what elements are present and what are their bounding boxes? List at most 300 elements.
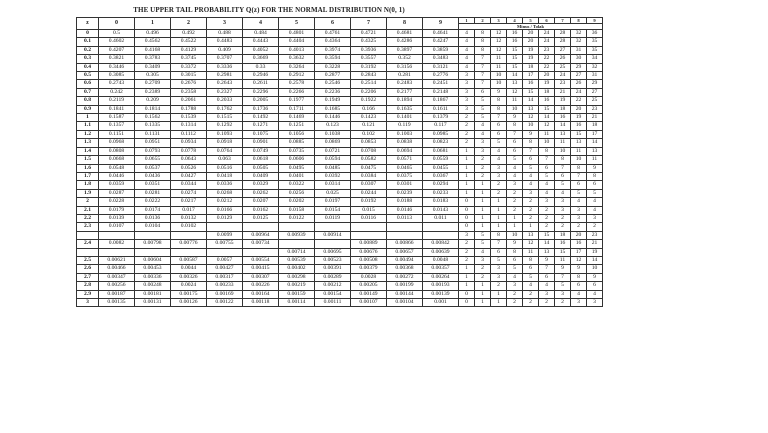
probability-cell: 0.2236 — [315, 88, 351, 96]
difference-cell: 12 — [539, 122, 555, 130]
table-row — [77, 231, 603, 239]
difference-cell: 17 — [523, 72, 539, 80]
probability-cell: 0.1841 — [99, 105, 135, 113]
probability-cell: 0.00193 — [423, 282, 459, 290]
probability-cell: 0.0307 — [351, 181, 387, 189]
difference-cell: 24 — [539, 38, 555, 46]
difference-cell: 3 — [571, 214, 587, 222]
probability-cell: 0.0968 — [99, 139, 135, 147]
probability-cell: 0.4483 — [207, 38, 243, 46]
difference-cell: 10 — [523, 122, 539, 130]
difference-cell: 1 — [475, 223, 491, 231]
probability-cell: 0.0823 — [423, 139, 459, 147]
probability-cell: 0.00379 — [351, 265, 387, 273]
z-value-cell: 0.2 — [77, 46, 99, 54]
difference-cell: 32 — [571, 38, 587, 46]
hundredths-column-header: 3 — [207, 18, 243, 30]
probability-cell: 0.2005 — [243, 97, 279, 105]
difference-cell: 4 — [571, 290, 587, 298]
probability-cell: 0.00289 — [315, 273, 351, 281]
difference-cell: 16 — [507, 38, 523, 46]
difference-cell: 6 — [491, 122, 507, 130]
probability-cell: 0.00317 — [207, 273, 243, 281]
probability-cell: 0.3409 — [135, 63, 171, 71]
difference-cell: 13 — [507, 80, 523, 88]
z-value-cell: 0.6 — [77, 80, 99, 88]
probability-cell: 0.0044 — [171, 265, 207, 273]
difference-cell: 16 — [539, 97, 555, 105]
probability-cell: 0.3669 — [243, 55, 279, 63]
z-value-cell: 0.1 — [77, 38, 99, 46]
difference-cell: 2 — [539, 223, 555, 231]
difference-cell: 3 — [475, 147, 491, 155]
difference-cell: 36 — [587, 30, 603, 38]
table-row — [77, 38, 603, 46]
probability-cell: 0.0618 — [243, 156, 279, 164]
table-row — [77, 156, 603, 164]
difference-cell: 7 — [571, 172, 587, 180]
probability-cell: 0.0351 — [135, 181, 171, 189]
difference-cell: 8 — [475, 38, 491, 46]
z-value-cell: 1.7 — [77, 172, 99, 180]
probability-cell: 0.3483 — [423, 55, 459, 63]
probability-cell: 0.0183 — [423, 198, 459, 206]
difference-cell: 20 — [523, 38, 539, 46]
difference-cell: 1 — [507, 223, 523, 231]
difference-cell: 8 — [587, 172, 603, 180]
probability-cell — [171, 248, 207, 256]
difference-cell: 1 — [475, 181, 491, 189]
probability-cell: 0.5 — [99, 30, 135, 38]
difference-cell: 4 — [587, 198, 603, 206]
probability-cell — [315, 240, 351, 248]
probability-cell: 0.3015 — [171, 72, 207, 80]
probability-cell: 0.00734 — [243, 240, 279, 248]
z-value-cell: 1.9 — [77, 189, 99, 197]
difference-cell: 2 — [507, 299, 523, 307]
hundredths-column-header: 4 — [243, 18, 279, 30]
probability-cell — [387, 223, 423, 231]
probability-cell: 0.3707 — [207, 55, 243, 63]
difference-cell: 2 — [507, 206, 523, 214]
probability-cell: 0.1075 — [243, 130, 279, 138]
difference-cell: 9 — [571, 265, 587, 273]
table-row — [77, 214, 603, 222]
probability-cell: 0.00508 — [351, 256, 387, 264]
z-value-cell — [77, 248, 99, 256]
probability-cell: 0.0778 — [171, 147, 207, 155]
difference-cell: 31 — [571, 46, 587, 54]
probability-cell: 0.063 — [207, 156, 243, 164]
probability-cell: 0.0239 — [387, 189, 423, 197]
probability-cell: 0.121 — [351, 122, 387, 130]
difference-cell: 18 — [555, 105, 571, 113]
difference-cell: 21 — [555, 88, 571, 96]
probability-cell: 0.3783 — [135, 55, 171, 63]
difference-cell: 26 — [555, 55, 571, 63]
difference-cell: 2 — [475, 164, 491, 172]
probability-cell: 0.00336 — [135, 273, 171, 281]
probability-cell: 0.1867 — [423, 97, 459, 105]
difference-cell: 6 — [523, 156, 539, 164]
probability-cell: 0.3557 — [351, 55, 387, 63]
probability-cell: 0.4761 — [315, 30, 351, 38]
probability-cell: 0.3336 — [207, 63, 243, 71]
difference-cell: 1 — [475, 299, 491, 307]
difference-cell: 25 — [555, 63, 571, 71]
z-value-cell: 3 — [77, 299, 99, 307]
probability-cell: 0.00149 — [351, 290, 387, 298]
difference-cell: 12 — [571, 256, 587, 264]
probability-cell: 0.00256 — [99, 282, 135, 290]
probability-cell: 0.0222 — [135, 198, 171, 206]
difference-cell: 4 — [539, 282, 555, 290]
probability-cell: 0.00144 — [387, 290, 423, 298]
probability-cell: 0.2981 — [207, 72, 243, 80]
difference-cell: 3 — [491, 164, 507, 172]
probability-cell: 0.0136 — [135, 214, 171, 222]
difference-cell: 11 — [571, 147, 587, 155]
difference-cell: 2 — [491, 181, 507, 189]
probability-cell: 0.0274 — [171, 189, 207, 197]
probability-cell: 0.00199 — [387, 282, 423, 290]
difference-cell: 8 — [507, 248, 523, 256]
probability-cell — [351, 231, 387, 239]
probability-cell: 0.209 — [135, 97, 171, 105]
probability-cell: 0.0465 — [387, 164, 423, 172]
probability-cell: 0.4286 — [387, 38, 423, 46]
probability-cell: 0.00889 — [351, 240, 387, 248]
probability-cell: 0.00135 — [99, 299, 135, 307]
difference-cell: 14 — [523, 97, 539, 105]
difference-cell: 2 — [571, 223, 587, 231]
difference-cell: 2 — [555, 299, 571, 307]
probability-cell: 0.0668 — [99, 156, 135, 164]
table-row — [77, 30, 603, 38]
z-value-cell: 0.3 — [77, 55, 99, 63]
probability-cell: 0.3121 — [423, 63, 459, 71]
difference-cell: 5 — [523, 273, 539, 281]
z-value-cell: 1.5 — [77, 156, 99, 164]
probability-cell: 0.0344 — [171, 181, 207, 189]
difference-cell: 4 — [587, 290, 603, 298]
difference-column-header: 3 — [491, 18, 507, 24]
probability-cell: 0.1894 — [387, 97, 423, 105]
difference-cell: 6 — [571, 282, 587, 290]
probability-cell: 0.0655 — [135, 156, 171, 164]
probability-cell: 0.00402 — [279, 265, 315, 273]
probability-cell: 0.00714 — [279, 248, 315, 256]
difference-cell: 3 — [475, 139, 491, 147]
z-value-cell: 0.9 — [77, 105, 99, 113]
difference-cell: 7 — [523, 147, 539, 155]
difference-cell: 5 — [555, 181, 571, 189]
probability-cell: 0.00219 — [279, 282, 315, 290]
difference-cell: 5 — [587, 189, 603, 197]
probability-cell: 0.0154 — [315, 206, 351, 214]
probability-cell: 0.0287 — [99, 189, 135, 197]
difference-cell: 15 — [523, 88, 539, 96]
probability-cell: 0.00842 — [423, 240, 459, 248]
probability-cell: 0.0102 — [171, 223, 207, 231]
difference-cell: 20 — [523, 30, 539, 38]
table-row — [77, 189, 603, 197]
probability-cell: 0.0028 — [351, 273, 387, 281]
difference-cell: 3 — [539, 290, 555, 298]
probability-cell: 0.00169 — [207, 290, 243, 298]
hundredths-column-header: 6 — [315, 18, 351, 30]
probability-cell: 0.017 — [171, 206, 207, 214]
probability-cell: 0.0107 — [99, 223, 135, 231]
difference-cell: 0 — [459, 290, 475, 298]
difference-cell: 2 — [539, 214, 555, 222]
difference-cell: 18 — [555, 231, 571, 239]
difference-cell: 8 — [475, 46, 491, 54]
probability-cell: 0.1469 — [279, 114, 315, 122]
probability-cell: 0.0143 — [423, 206, 459, 214]
difference-cell: 9 — [539, 256, 555, 264]
probability-cell: 0.0392 — [315, 172, 351, 180]
probability-cell: 0.00226 — [243, 282, 279, 290]
probability-cell: 0.00866 — [387, 240, 423, 248]
difference-cell: 23 — [555, 80, 571, 88]
difference-cell: 6 — [587, 181, 603, 189]
difference-cell: 5 — [475, 114, 491, 122]
difference-cell: 13 — [571, 139, 587, 147]
difference-cell: 4 — [459, 30, 475, 38]
probability-cell: 0.00798 — [135, 240, 171, 248]
difference-cell: 21 — [587, 114, 603, 122]
difference-cell: 22 — [539, 63, 555, 71]
difference-cell: 2 — [459, 114, 475, 122]
probability-cell: 0.0207 — [243, 198, 279, 206]
difference-cell: 8 — [523, 256, 539, 264]
probability-cell — [243, 248, 279, 256]
probability-cell: 0.2358 — [171, 88, 207, 96]
difference-cell: 10 — [507, 231, 523, 239]
difference-cell: 4 — [491, 156, 507, 164]
difference-cell: 19 — [523, 46, 539, 54]
probability-cell: 0.00122 — [207, 299, 243, 307]
difference-cell: 14 — [587, 139, 603, 147]
difference-cell: 3 — [507, 181, 523, 189]
probability-cell: 0.0901 — [243, 139, 279, 147]
difference-cell: 6 — [539, 164, 555, 172]
difference-cell: 8 — [555, 156, 571, 164]
probability-cell: 0.2119 — [99, 97, 135, 105]
probability-cell: 0.00939 — [279, 231, 315, 239]
probability-cell: 0.1515 — [207, 114, 243, 122]
probability-cell: 0.1736 — [243, 105, 279, 113]
difference-cell: 31 — [587, 72, 603, 80]
probability-cell: 0.3085 — [99, 72, 135, 80]
difference-cell: 10 — [587, 265, 603, 273]
probability-cell: 0.3897 — [387, 46, 423, 54]
difference-cell: 8 — [523, 139, 539, 147]
probability-cell: 0.00154 — [315, 290, 351, 298]
probability-cell — [315, 223, 351, 231]
probability-cell: 0.0122 — [279, 214, 315, 222]
difference-cell: 2 — [523, 198, 539, 206]
z-value-cell: 1.8 — [77, 181, 99, 189]
difference-cell: 11 — [523, 248, 539, 256]
probability-cell: 0.4325 — [351, 38, 387, 46]
probability-cell: 0.0384 — [351, 172, 387, 180]
probability-cell: 0.1423 — [351, 114, 387, 122]
probability-cell: 0.3745 — [171, 55, 207, 63]
probability-cell: 0.0179 — [99, 206, 135, 214]
difference-column-header: 8 — [571, 18, 587, 24]
probability-cell: 0.0505 — [243, 164, 279, 172]
probability-cell: 0.4247 — [423, 38, 459, 46]
difference-cell: 4 — [523, 172, 539, 180]
probability-cell: 0.4129 — [171, 46, 207, 54]
probability-cell: 0.00621 — [99, 256, 135, 264]
probability-cell: 0.0139 — [99, 214, 135, 222]
probability-cell: 0.2676 — [171, 80, 207, 88]
difference-cell: 1 — [475, 206, 491, 214]
difference-cell: 2 — [523, 214, 539, 222]
probability-cell: 0.3821 — [99, 55, 135, 63]
probability-cell: 0.1562 — [135, 114, 171, 122]
probability-cell — [99, 231, 135, 239]
probability-cell: 0.0197 — [315, 198, 351, 206]
probability-cell: 0.2843 — [351, 72, 387, 80]
probability-cell: 0.0409 — [243, 172, 279, 180]
probability-cell: 0.2546 — [315, 80, 351, 88]
probability-cell: 0.3372 — [171, 63, 207, 71]
difference-cell: 15 — [571, 130, 587, 138]
probability-cell: 0.00776 — [171, 240, 207, 248]
difference-cell: 11 — [491, 63, 507, 71]
difference-cell: 7 — [475, 72, 491, 80]
probability-cell: 0.1112 — [171, 130, 207, 138]
probability-cell: 0.0192 — [351, 198, 387, 206]
probability-cell: 0.1271 — [243, 122, 279, 130]
difference-cell: 0 — [459, 299, 475, 307]
difference-cell: 2 — [539, 299, 555, 307]
probability-cell: 0.0367 — [423, 172, 459, 180]
probability-cell: 0.409 — [207, 46, 243, 54]
difference-cell: 5 — [507, 156, 523, 164]
table-row — [77, 130, 603, 138]
difference-cell: 1 — [459, 273, 475, 281]
normal-distribution-table-page — [76, 6, 690, 426]
probability-cell: 0.00159 — [279, 290, 315, 298]
probability-cell: 0.1251 — [279, 122, 315, 130]
difference-cell: 4 — [459, 55, 475, 63]
table-row — [77, 139, 603, 147]
difference-cell: 10 — [507, 105, 523, 113]
difference-cell: 2 — [539, 206, 555, 214]
difference-cell: 1 — [459, 282, 475, 290]
table-row — [77, 181, 603, 189]
difference-cell: 3 — [555, 206, 571, 214]
probability-cell: 0.1314 — [171, 122, 207, 130]
probability-cell: 0.1922 — [351, 97, 387, 105]
difference-cell: 8 — [571, 273, 587, 281]
probability-cell: 0.0537 — [135, 164, 171, 172]
table-row — [77, 46, 603, 54]
difference-cell: 1 — [459, 265, 475, 273]
difference-cell: 1 — [491, 290, 507, 298]
difference-cell: 6 — [507, 147, 523, 155]
difference-cell: 18 — [523, 63, 539, 71]
probability-cell: 0.00104 — [387, 299, 423, 307]
probability-cell: 0.2033 — [207, 97, 243, 105]
probability-cell: 0.00523 — [315, 256, 351, 264]
difference-cell: 12 — [507, 88, 523, 96]
difference-cell: 21 — [587, 240, 603, 248]
probability-cell: 0.0764 — [207, 147, 243, 155]
difference-cell: 11 — [555, 256, 571, 264]
difference-cell: 7 — [507, 130, 523, 138]
difference-cell: 6 — [491, 248, 507, 256]
difference-cell: 13 — [587, 147, 603, 155]
difference-cell: 5 — [571, 189, 587, 197]
probability-cell: 0.00181 — [135, 290, 171, 298]
z-column-header: z — [77, 18, 99, 30]
difference-cell: 23 — [587, 105, 603, 113]
difference-cell: 32 — [571, 30, 587, 38]
table-row — [77, 114, 603, 122]
difference-cell: 2 — [507, 198, 523, 206]
hundredths-column-header: 2 — [171, 18, 207, 30]
probability-cell: 0.025 — [315, 189, 351, 197]
probability-cell: 0.00107 — [351, 299, 387, 307]
probability-cell: 0.0162 — [243, 206, 279, 214]
probability-cell: 0.0217 — [171, 198, 207, 206]
table-row — [77, 273, 603, 281]
difference-cell: 23 — [539, 46, 555, 54]
hundredths-column-header: 7 — [351, 18, 387, 30]
difference-cell: 14 — [507, 72, 523, 80]
difference-cell: 5 — [491, 256, 507, 264]
table-row — [77, 164, 603, 172]
z-value-cell: 1.6 — [77, 164, 99, 172]
probability-cell: 0.0485 — [315, 164, 351, 172]
probability-cell: 0.0375 — [387, 172, 423, 180]
probability-cell: 0.0132 — [171, 214, 207, 222]
difference-cell: 13 — [555, 130, 571, 138]
difference-cell: 3 — [587, 214, 603, 222]
difference-cell: 1 — [459, 147, 475, 155]
difference-cell: 14 — [555, 122, 571, 130]
probability-cell: 0.0125 — [243, 214, 279, 222]
difference-cell: 11 — [587, 156, 603, 164]
difference-cell: 8 — [539, 147, 555, 155]
difference-cell: 3 — [587, 299, 603, 307]
probability-cell: 0.0559 — [423, 156, 459, 164]
difference-cell: 4 — [475, 122, 491, 130]
z-value-cell: 1.1 — [77, 122, 99, 130]
probability-cell: 0.4522 — [171, 38, 207, 46]
probability-cell: 0.0119 — [315, 214, 351, 222]
difference-cell: 15 — [539, 231, 555, 239]
difference-cell: 15 — [507, 46, 523, 54]
probability-cell: 0.00639 — [423, 248, 459, 256]
probability-cell: 0.2946 — [243, 72, 279, 80]
probability-cell: 0.0314 — [315, 181, 351, 189]
probability-cell — [135, 248, 171, 256]
probability-cell: 0.0869 — [315, 139, 351, 147]
difference-cell: 11 — [507, 97, 523, 105]
difference-cell: 29 — [571, 63, 587, 71]
difference-cell: 9 — [507, 114, 523, 122]
probability-cell: 0.00114 — [279, 299, 315, 307]
difference-cell: 3 — [571, 206, 587, 214]
probability-cell: 0.1814 — [135, 105, 171, 113]
